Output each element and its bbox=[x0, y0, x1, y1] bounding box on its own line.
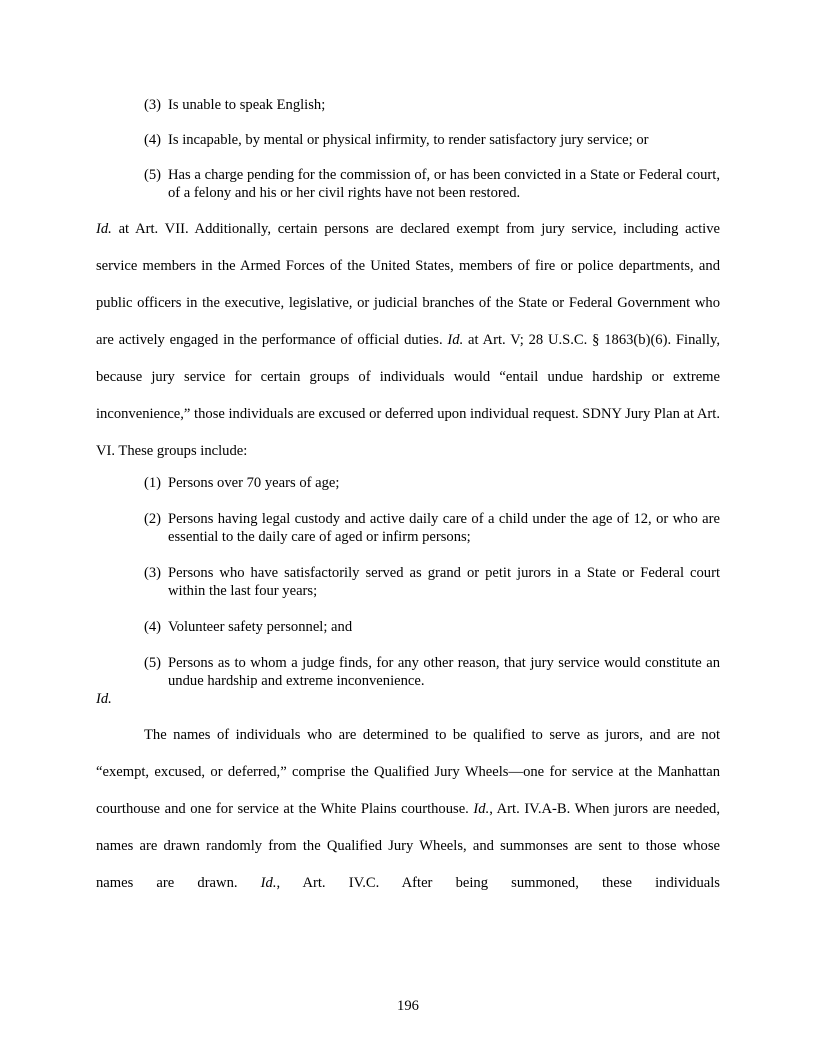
list-item-number: (1) bbox=[144, 475, 162, 491]
page-number: 196 bbox=[397, 998, 419, 1014]
list-item-number: (5) bbox=[144, 655, 162, 671]
list-item bbox=[96, 96, 720, 114]
list-item-text: Is incapable, by mental or physical infirmity, to render satisfactory jury service; or bbox=[168, 132, 649, 148]
list-item-text: Has a charge pending for the commission of, or has been convicted in a State or Federal court, of a felony and his or her civil rights have not been restored. bbox=[168, 167, 720, 201]
list-item-number: (3) bbox=[144, 565, 162, 581]
list-item bbox=[96, 131, 720, 149]
citation-id: Id. bbox=[473, 801, 490, 817]
list-item-text: Persons over 70 years of age; bbox=[168, 475, 340, 491]
citation-id: Id. bbox=[447, 332, 464, 348]
list-item bbox=[96, 510, 720, 546]
list-item-number: (3) bbox=[144, 97, 162, 113]
list-item bbox=[96, 166, 720, 202]
list-item-text: Is unable to speak English; bbox=[168, 97, 326, 113]
list-item-number: (5) bbox=[144, 167, 162, 183]
citation-line bbox=[96, 690, 720, 708]
paragraph-text: , Art. IV.A-B. When jurors are needed, names are drawn randomly from the Qualified Jury Wheels, and summonses are sent to those whose names are drawn. bbox=[96, 801, 720, 891]
list-item-number: (4) bbox=[144, 619, 162, 635]
list-a bbox=[96, 96, 720, 202]
list-item-number: (2) bbox=[144, 511, 162, 527]
list-item-text: Volunteer safety personnel; and bbox=[168, 619, 353, 635]
body-paragraph bbox=[96, 717, 720, 902]
list-item-text: Persons as to whom a judge finds, for any other reason, that jury service would constitute an undue hardship and extreme inconvenience. bbox=[168, 655, 720, 689]
list-item bbox=[96, 618, 720, 636]
citation-id: Id. bbox=[96, 691, 112, 707]
paragraph-text: at Art. VII. Additionally, certain persons are declared exempt from jury service, including active service members in the Armed Forces of the United States, members of fire or police departments, and public officers in the executive, legislative, or judicial branches of the State or Federal Government who are actively engaged in the performance of official duties. bbox=[96, 221, 720, 348]
paragraph-text: , Art. IV.C. After being summoned, these individuals bbox=[276, 875, 720, 891]
list-item bbox=[96, 474, 720, 492]
document-page bbox=[96, 96, 720, 902]
citation-id: Id. bbox=[260, 875, 277, 891]
paragraph-text: The names of individuals who are determined to be qualified to serve as jurors, and are not “exempt, excused, or deferred,” comprise the Qualified Jury Wheels—one for service at the Manhattan courthouse and one for service at the White Plains courthouse. bbox=[96, 727, 720, 817]
paragraph-text: at Art. V; 28 U.S.C. § 1863(b)(6). Finally, because jury service for certain groups of individuals would “entail undue hardship or extreme inconvenience,” those individuals are excused or deferred upon individual request. SDNY Jury Plan at Art. VI. These groups include: bbox=[96, 332, 720, 459]
list-item-text: Persons who have satisfactorily served as grand or petit jurors in a State or Federal court within the last four years; bbox=[168, 565, 720, 599]
list-item-number: (4) bbox=[144, 132, 162, 148]
list-b bbox=[96, 474, 720, 690]
citation-id: Id. bbox=[96, 221, 112, 237]
list-item bbox=[96, 564, 720, 600]
body-paragraph bbox=[96, 211, 720, 470]
list-item bbox=[96, 654, 720, 690]
list-item-text: Persons having legal custody and active daily care of a child under the age of 12, or who are essential to the daily care of aged or infirm persons; bbox=[168, 511, 720, 545]
